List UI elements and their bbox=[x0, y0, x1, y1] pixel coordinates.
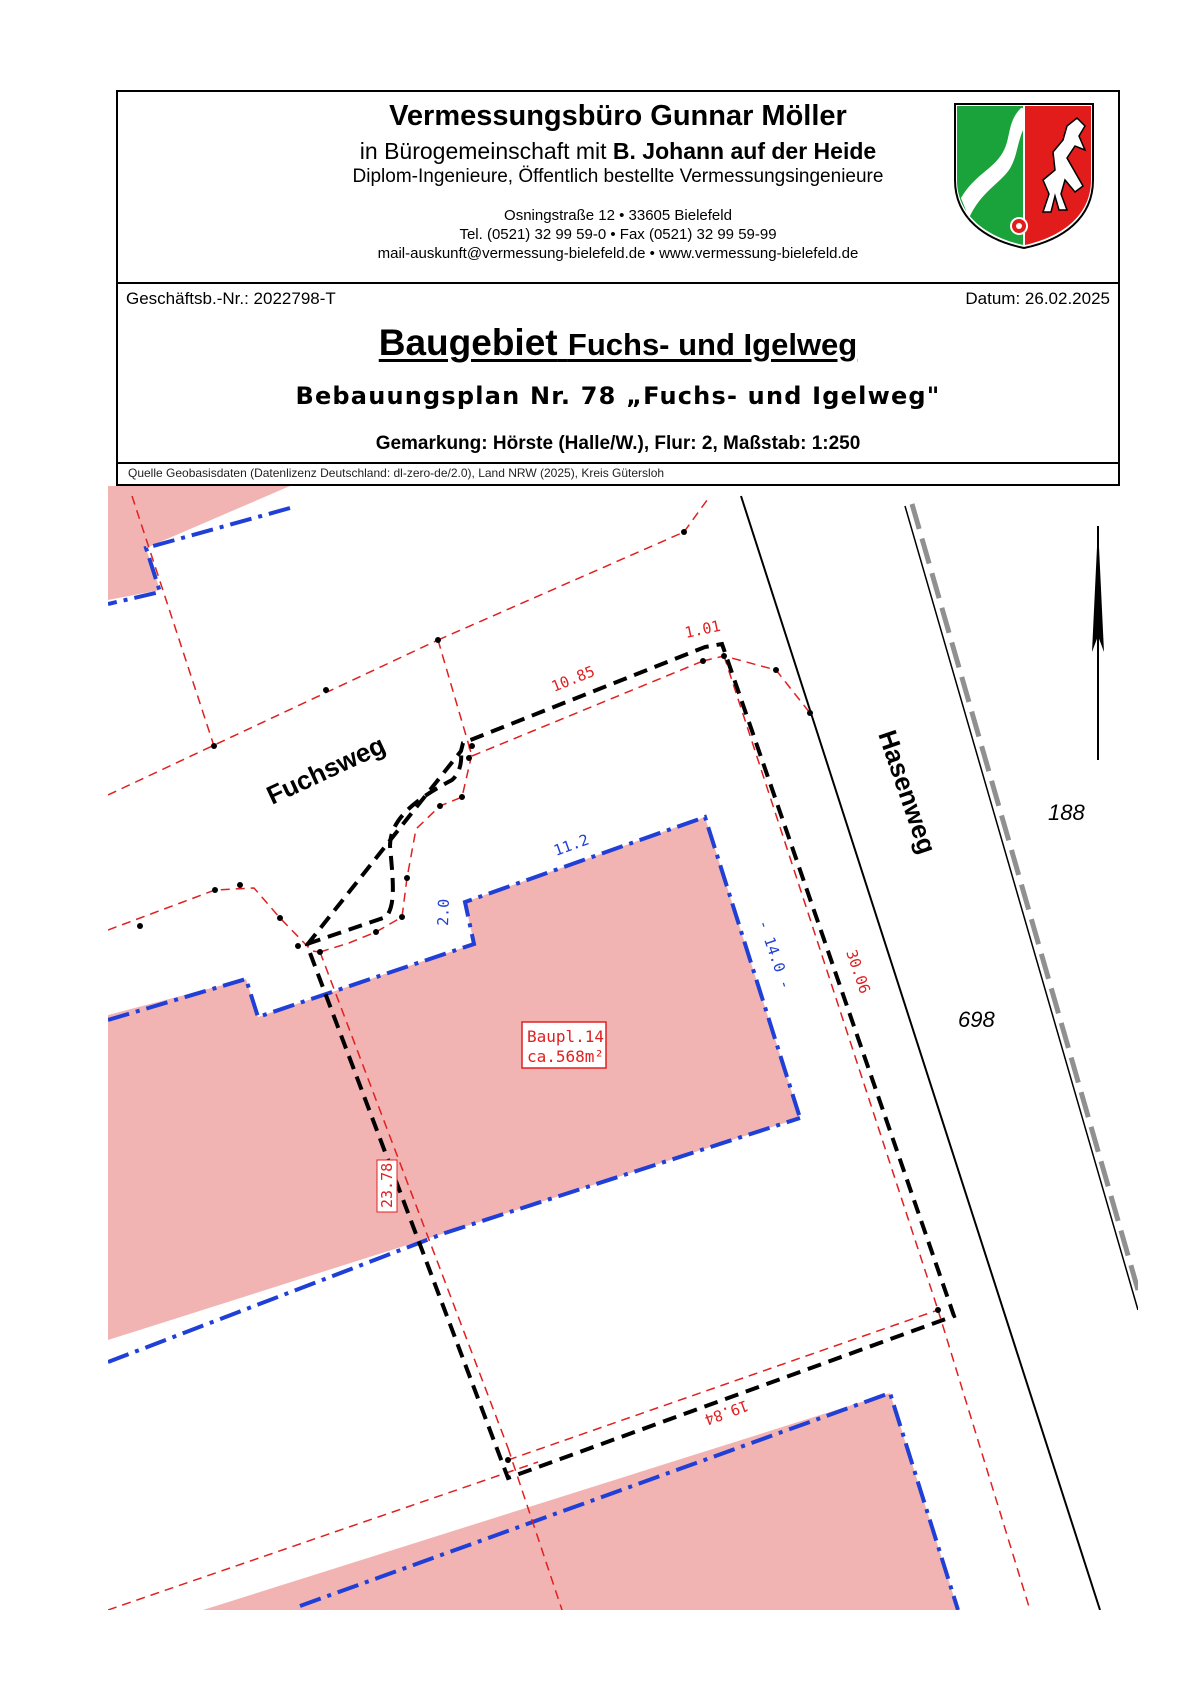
nrw-coat-of-arms-icon bbox=[951, 100, 1097, 250]
dimension-right: 30.06 bbox=[842, 947, 874, 996]
boundary-point bbox=[317, 949, 323, 955]
boundary-point bbox=[211, 743, 217, 749]
plot-label-area: ca.568m² bbox=[527, 1047, 605, 1066]
office-title: Diplom-Ingenieure, Öffentlich bestellte Vermessungsingenieure bbox=[352, 166, 884, 187]
building-area-top-left bbox=[108, 486, 290, 600]
boundary-point bbox=[469, 743, 475, 749]
boundary-point bbox=[277, 915, 283, 921]
street-label-hasenweg: Hasenweg bbox=[872, 726, 943, 858]
parcel-line bbox=[438, 532, 684, 640]
parcel-number-698: 698 bbox=[958, 1007, 995, 1032]
document-date: Datum: 26.02.2025 bbox=[965, 289, 1110, 308]
boundary-point bbox=[404, 875, 410, 881]
boundary-point bbox=[212, 887, 218, 893]
boundary-point bbox=[237, 882, 243, 888]
boundary-point bbox=[505, 1457, 511, 1463]
boundary-point bbox=[700, 658, 706, 664]
parcel-line bbox=[938, 1310, 1030, 1610]
partner-name: B. Johann auf der Heide bbox=[612, 138, 877, 164]
building-area-plot14 bbox=[108, 817, 800, 1340]
parcel-line bbox=[108, 888, 320, 952]
title-block bbox=[116, 90, 1120, 486]
plot-label-number: Baupl.14 bbox=[527, 1027, 605, 1046]
street-label-fuchsweg: Fuchsweg bbox=[261, 729, 390, 811]
office-name: Vermessungsbüro Gunnar Möller bbox=[389, 100, 847, 132]
dimension-bottom: 19.84 bbox=[702, 1396, 751, 1429]
parcel-number-188: 188 bbox=[1048, 800, 1085, 825]
boundary-point bbox=[373, 929, 379, 935]
dimension-left: 23.78 bbox=[378, 1162, 396, 1208]
plot-label bbox=[522, 1022, 606, 1068]
building-dim-offset: 2.0 bbox=[434, 898, 453, 927]
office-address: Osningstraße 12 • 33605 Bielefeld bbox=[504, 207, 732, 224]
boundary-point bbox=[399, 914, 405, 920]
dimension-top-short: 1.01 bbox=[683, 616, 723, 642]
area-title-main: Baugebiet bbox=[378, 322, 558, 363]
boundary-point bbox=[773, 667, 779, 673]
parcel-line bbox=[703, 656, 810, 713]
cadastral-info: Gemarkung: Hörste (Halle/W.), Flur: 2, Maßstab: 1:250 bbox=[375, 433, 861, 454]
data-source: Quelle Geobasisdaten (Datenlizenz Deutschland: dl-zero-de/2.0), Land NRW (2025), Kreis Gütersloh bbox=[128, 466, 665, 480]
boundary-point bbox=[437, 803, 443, 809]
header-divider bbox=[118, 282, 1118, 284]
parcel-line bbox=[684, 496, 710, 532]
boundary-point bbox=[681, 529, 687, 535]
area-title bbox=[118, 322, 1118, 364]
case-number: Geschäftsb.-Nr.: 2022798-T bbox=[126, 289, 336, 308]
source-divider bbox=[118, 462, 1118, 464]
plan-title: Bebauungsplan Nr. 78 „Fuchs- und Igelweg" bbox=[295, 382, 941, 410]
office-contact: mail-auskunft@vermessung-bielefeld.de • www.vermessung-bielefeld.de bbox=[377, 245, 859, 262]
office-phone: Tel. (0521) 32 99 59-0 • Fax (0521) 32 99 59-99 bbox=[459, 226, 777, 243]
north-arrow-icon bbox=[1092, 526, 1104, 760]
building-area-bottom bbox=[108, 1393, 958, 1640]
boundary-point bbox=[721, 653, 727, 659]
dimension-top-long: 10.85 bbox=[548, 662, 598, 696]
rail-boundary-line bbox=[905, 504, 1138, 1310]
boundary-point bbox=[435, 637, 441, 643]
site-plan-map bbox=[0, 486, 1190, 1646]
boundary-point bbox=[295, 943, 301, 949]
boundary-point bbox=[137, 923, 143, 929]
building-dim-depth: - 14.0 - bbox=[754, 917, 795, 992]
parcel-line bbox=[438, 640, 472, 756]
building-dim-width: 11.2 bbox=[551, 830, 592, 860]
parcel-line bbox=[108, 640, 438, 795]
boundary-point bbox=[459, 794, 465, 800]
partner-prefix: in Bürogemeinschaft mit bbox=[359, 138, 607, 164]
boundary-point bbox=[935, 1307, 941, 1313]
boundary-point bbox=[466, 755, 472, 761]
area-title-sub: Fuchs- und Igelweg bbox=[567, 327, 858, 362]
boundary-point bbox=[323, 687, 329, 693]
